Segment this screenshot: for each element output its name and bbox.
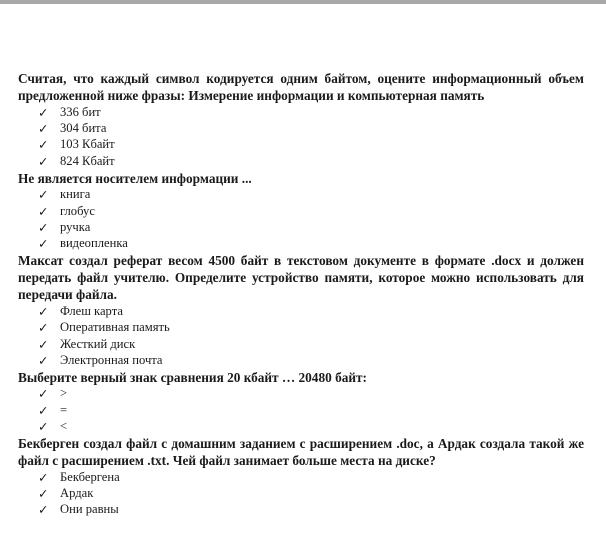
question-4-options: [18, 386, 584, 435]
check-icon: ✓: [38, 220, 49, 236]
option: ✓ Бекбергена: [38, 469, 120, 485]
question-5-text: Бекберген создал файл с домашним заданием с расширением .doc, а Ардак создала такой же файл с расширением .txt. Чей файл занимает больше места на диске?: [18, 435, 584, 468]
option: ✓ 304 бита: [38, 121, 107, 137]
option: ✓ <: [38, 419, 68, 435]
check-icon: ✓: [38, 187, 49, 203]
check-icon: ✓: [38, 386, 49, 402]
question-2-options: [18, 187, 584, 253]
question-4-text: Выберите верный знак сравнения 20 кбайт … 20480 байт:: [18, 369, 367, 385]
option: ✓ глобус: [38, 203, 95, 219]
question-2-text: Не является носителем информации ...: [18, 170, 252, 186]
question-3-options: [18, 303, 584, 369]
option: ✓ видеопленка: [38, 236, 128, 252]
check-icon: ✓: [38, 502, 49, 518]
option: ✓ Жесткий диск: [38, 336, 136, 352]
option: ✓ ручка: [38, 220, 91, 236]
check-icon: ✓: [38, 153, 49, 169]
check-icon: ✓: [38, 137, 49, 153]
option: ✓ 336 бит: [38, 104, 101, 120]
option: ✓ 824 Кбайт: [38, 153, 115, 169]
check-icon: ✓: [38, 469, 49, 485]
question-1-text: Считая, что каждый символ кодируется одним байтом, оцените информационный объем предложенной ниже фразы: Измерение информации и компьютерная память: [18, 71, 584, 103]
option: ✓ Флеш карта: [38, 303, 123, 319]
check-icon: ✓: [38, 203, 49, 219]
question-1-options: [18, 104, 584, 170]
check-icon: ✓: [38, 236, 49, 252]
option: ✓ книга: [38, 187, 91, 203]
option: ✓ >: [38, 386, 68, 402]
option: ✓ Электронная почта: [38, 352, 163, 368]
check-icon: ✓: [38, 352, 49, 368]
check-icon: ✓: [38, 303, 49, 319]
check-icon: ✓: [38, 121, 49, 137]
document-body: [18, 70, 584, 518]
option: ✓ Ардак: [38, 485, 94, 501]
option: ✓ =: [38, 402, 68, 418]
check-icon: ✓: [38, 419, 49, 435]
option: ✓ 103 Кбайт: [38, 137, 115, 153]
check-icon: ✓: [38, 402, 49, 418]
check-icon: ✓: [38, 485, 49, 501]
check-icon: ✓: [38, 320, 49, 336]
question-3-text: Максат создал реферат весом 4500 байт в текстовом документе в формате .docx и должен передать файл учителю. Определите устройство памяти, которое можно использовать для передачи файла.: [18, 253, 584, 303]
check-icon: ✓: [38, 336, 49, 352]
question-5-options: [18, 469, 584, 518]
top-border: [0, 0, 606, 4]
check-icon: ✓: [38, 104, 49, 120]
option: ✓ Оперативная память: [38, 320, 170, 336]
option: ✓ Они равны: [38, 502, 119, 518]
